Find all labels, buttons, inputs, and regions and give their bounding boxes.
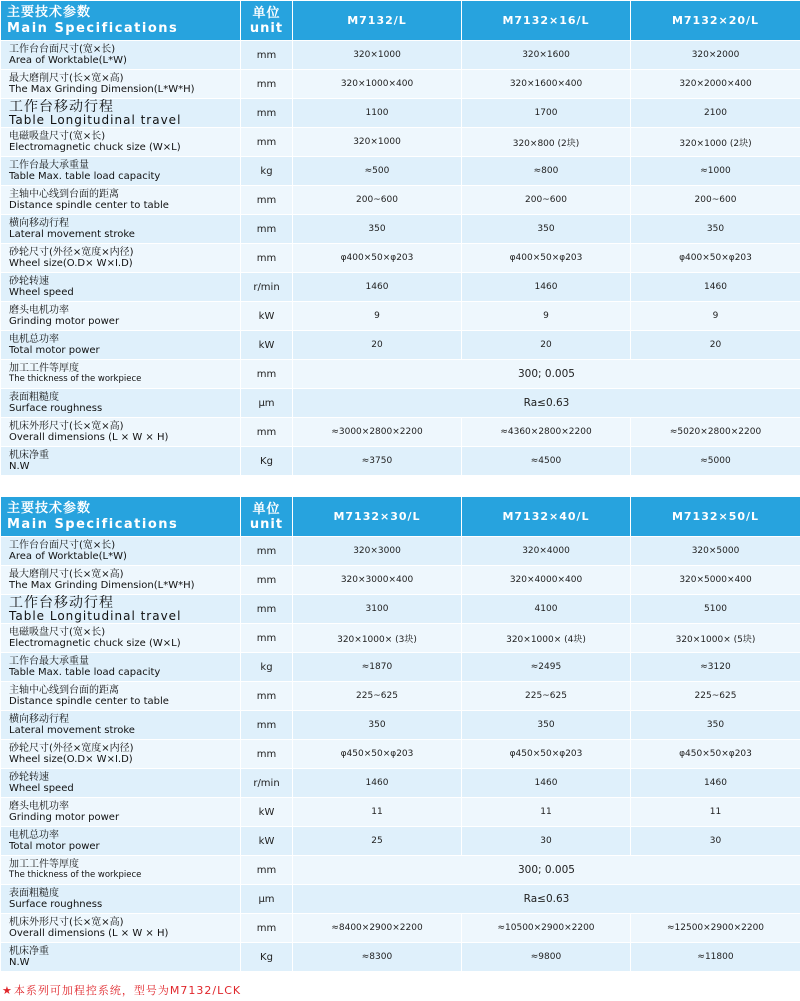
row-label-zh: 主轴中心线到台面的距离 xyxy=(9,189,119,200)
value-cell: ≈9800 xyxy=(462,943,631,972)
row-label-zh: 机床净重 xyxy=(9,946,49,957)
row-unit: mm xyxy=(241,128,293,157)
value-cell: φ400×50×φ203 xyxy=(293,244,462,273)
value-cell: 350 xyxy=(631,215,800,244)
value-cell: ≈4360×2800×2200 xyxy=(462,418,631,447)
footer-note xyxy=(2,982,241,998)
table-row xyxy=(1,128,800,157)
row-label-en: Wheel size(O.D× W×I.D) xyxy=(9,258,133,269)
value-cell: 320×1000 xyxy=(293,128,462,157)
value-cell: 11 xyxy=(462,798,631,827)
row-label-zh: 机床外形尺寸(长×宽×高) xyxy=(9,917,124,928)
value-cell: 320×1000 xyxy=(293,41,462,70)
table-row xyxy=(1,41,800,70)
row-label xyxy=(1,943,241,972)
row-label-en: The thickness of the workpiece xyxy=(9,374,142,384)
row-label xyxy=(1,885,241,914)
row-label-zh: 磨头电机功率 xyxy=(9,801,69,812)
value-cell: ≈8300 xyxy=(293,943,462,972)
value-cell: 4100 xyxy=(462,595,631,624)
row-unit: kg xyxy=(241,653,293,682)
row-label-en: N.W xyxy=(9,957,30,968)
row-label-en: Overall dimensions (L × W × H) xyxy=(9,928,169,939)
model-header: M7132/L xyxy=(293,1,462,41)
row-label-en: Wheel size(O.D× W×I.D) xyxy=(9,754,133,765)
table-row xyxy=(1,624,800,653)
row-label-zh: 电机总功率 xyxy=(9,830,59,841)
value-cell: 200~600 xyxy=(462,186,631,215)
value-cell: ≈10500×2900×2200 xyxy=(462,914,631,943)
table-row xyxy=(1,653,800,682)
row-unit: mm xyxy=(241,914,293,943)
table-row xyxy=(1,769,800,798)
table-row xyxy=(1,186,800,215)
row-label-zh: 机床外形尺寸(长×宽×高) xyxy=(9,421,124,432)
table-row xyxy=(1,157,800,186)
value-cell: φ450×50×φ203 xyxy=(462,740,631,769)
value-cell: 350 xyxy=(462,711,631,740)
row-label-zh: 主轴中心线到台面的距离 xyxy=(9,685,119,696)
spec-table-2 xyxy=(0,496,800,972)
row-label-zh: 工作台移动行程 xyxy=(9,98,114,115)
row-label xyxy=(1,566,241,595)
row-label-en: Area of Worktable(L*W) xyxy=(9,55,127,66)
row-label-zh: 砂轮转速 xyxy=(9,772,49,783)
header-label-cell xyxy=(1,1,241,41)
row-label-zh: 磨头电机功率 xyxy=(9,305,69,316)
row-label-en: Area of Worktable(L*W) xyxy=(9,551,127,562)
row-unit: mm xyxy=(241,595,293,624)
value-cell: ≈4500 xyxy=(462,447,631,476)
row-label-en: The thickness of the workpiece xyxy=(9,870,142,880)
table-row xyxy=(1,215,800,244)
header-unit-cell xyxy=(241,1,293,41)
table-row xyxy=(1,360,800,389)
value-cell: 320×1000 (2块) xyxy=(631,128,800,157)
row-label-en: Wheel speed xyxy=(9,287,74,298)
table-row xyxy=(1,389,800,418)
value-cell: 11 xyxy=(631,798,800,827)
value-cell: 30 xyxy=(462,827,631,856)
value-cell: 5100 xyxy=(631,595,800,624)
row-label-zh: 表面粗糙度 xyxy=(9,888,59,899)
row-label-en: Grinding motor power xyxy=(9,812,120,823)
row-label-zh: 砂轮转速 xyxy=(9,276,49,287)
row-unit: r/min xyxy=(241,273,293,302)
table-row xyxy=(1,856,800,885)
value-cell: 1460 xyxy=(631,769,800,798)
value-cell: 9 xyxy=(631,302,800,331)
row-label-zh: 最大磨削尺寸(长×宽×高) xyxy=(9,73,124,84)
spec-table-header xyxy=(1,497,800,537)
row-label-zh: 工作台台面尺寸(宽×长) xyxy=(9,540,116,551)
header-row xyxy=(1,1,800,41)
header-label-en: Main Specifications xyxy=(7,20,179,36)
merged-value-cell: 300; 0.005 xyxy=(293,856,800,885)
value-cell: 320×5000×400 xyxy=(631,566,800,595)
row-unit: mm xyxy=(241,418,293,447)
model-header: M7132×20/L xyxy=(631,1,800,41)
spec-table-body xyxy=(1,41,800,476)
value-cell: 320×1000× (5块) xyxy=(631,624,800,653)
value-cell: ≈3120 xyxy=(631,653,800,682)
row-label-en: Distance spindle center to table xyxy=(9,696,169,707)
row-label-en: Surface roughness xyxy=(9,899,103,910)
value-cell: 1700 xyxy=(462,99,631,128)
row-label xyxy=(1,99,241,128)
table-row xyxy=(1,740,800,769)
row-label xyxy=(1,914,241,943)
row-label xyxy=(1,740,241,769)
row-label xyxy=(1,447,241,476)
row-label-zh: 表面粗糙度 xyxy=(9,392,59,403)
row-label xyxy=(1,389,241,418)
row-label xyxy=(1,595,241,624)
value-cell: 320×4000×400 xyxy=(462,566,631,595)
model-header: M7132×30/L xyxy=(293,497,462,537)
row-label-en: The Max Grinding Dimension(L*W*H) xyxy=(9,580,195,591)
value-cell: ≈1870 xyxy=(293,653,462,682)
header-row xyxy=(1,497,800,537)
row-label-en: Electromagnetic chuck size (W×L) xyxy=(9,638,181,649)
row-unit: mm xyxy=(241,682,293,711)
row-label-en: Lateral movement stroke xyxy=(9,725,135,736)
row-label xyxy=(1,856,241,885)
model-header: M7132×50/L xyxy=(631,497,800,537)
row-unit: mm xyxy=(241,70,293,99)
row-label-zh: 电磁吸盘尺寸(宽×长) xyxy=(9,627,106,638)
table-row xyxy=(1,566,800,595)
value-cell: 30 xyxy=(631,827,800,856)
row-label-zh: 加工工件等厚度 xyxy=(9,363,79,374)
row-label-en: Table Longitudinal travel xyxy=(9,608,182,623)
footer-text: 本系列可加程控系统，型号为M7132/LCK xyxy=(13,984,242,997)
value-cell: 320×1600×400 xyxy=(462,70,631,99)
row-label xyxy=(1,537,241,566)
row-label xyxy=(1,624,241,653)
header-unit-cell xyxy=(241,497,293,537)
row-label-en: Table Max. table load capacity xyxy=(9,667,161,678)
value-cell: 1100 xyxy=(293,99,462,128)
value-cell: φ450×50×φ203 xyxy=(293,740,462,769)
table-row xyxy=(1,70,800,99)
row-label-zh: 工作台移动行程 xyxy=(9,594,114,611)
row-unit: kW xyxy=(241,302,293,331)
row-unit: mm xyxy=(241,740,293,769)
row-label xyxy=(1,360,241,389)
value-cell: 20 xyxy=(462,331,631,360)
value-cell: 225~625 xyxy=(293,682,462,711)
value-cell: 320×3000×400 xyxy=(293,566,462,595)
merged-value-cell: 300; 0.005 xyxy=(293,360,800,389)
value-cell: ≈5020×2800×2200 xyxy=(631,418,800,447)
table-row xyxy=(1,682,800,711)
row-label-zh: 横向移动行程 xyxy=(9,714,69,725)
row-unit: mm xyxy=(241,99,293,128)
row-unit: mm xyxy=(241,566,293,595)
value-cell: 3100 xyxy=(293,595,462,624)
header-unit-en: unit xyxy=(249,20,284,36)
row-unit: r/min xyxy=(241,769,293,798)
table-row xyxy=(1,331,800,360)
row-label-zh: 工作台最大承重量 xyxy=(9,656,89,667)
merged-value-cell: Ra≤0.63 xyxy=(293,389,800,418)
row-label xyxy=(1,769,241,798)
value-cell: 320×5000 xyxy=(631,537,800,566)
value-cell: ≈11800 xyxy=(631,943,800,972)
table-row xyxy=(1,943,800,972)
row-label xyxy=(1,682,241,711)
model-header: M7132×16/L xyxy=(462,1,631,41)
value-cell: 320×4000 xyxy=(462,537,631,566)
row-unit: kW xyxy=(241,331,293,360)
row-label-en: Lateral movement stroke xyxy=(9,229,135,240)
merged-value-cell: Ra≤0.63 xyxy=(293,885,800,914)
row-label xyxy=(1,186,241,215)
table-row xyxy=(1,302,800,331)
value-cell: 350 xyxy=(462,215,631,244)
row-label-zh: 电磁吸盘尺寸(宽×长) xyxy=(9,131,106,142)
star-icon: ★ xyxy=(2,984,13,997)
row-unit: Kg xyxy=(241,943,293,972)
header-unit-zh: 单位 xyxy=(252,5,281,21)
value-cell: 320×2000×400 xyxy=(631,70,800,99)
header-label-zh: 主要技术参数 xyxy=(7,500,92,516)
value-cell: 25 xyxy=(293,827,462,856)
row-unit: mm xyxy=(241,624,293,653)
value-cell: 20 xyxy=(631,331,800,360)
row-unit: mm xyxy=(241,41,293,70)
spec-table-1 xyxy=(0,0,800,476)
row-unit: mm xyxy=(241,186,293,215)
model-header: M7132×40/L xyxy=(462,497,631,537)
table-row xyxy=(1,798,800,827)
value-cell: ≈500 xyxy=(293,157,462,186)
row-label-en: Table Max. table load capacity xyxy=(9,171,161,182)
row-label-zh: 机床净重 xyxy=(9,450,49,461)
value-cell: 1460 xyxy=(462,273,631,302)
value-cell: 1460 xyxy=(462,769,631,798)
row-unit: mm xyxy=(241,215,293,244)
value-cell: 320×800 (2块) xyxy=(462,128,631,157)
table-row xyxy=(1,99,800,128)
value-cell: ≈2495 xyxy=(462,653,631,682)
header-label-cell xyxy=(1,497,241,537)
value-cell: 11 xyxy=(293,798,462,827)
row-label-en: Wheel speed xyxy=(9,783,74,794)
row-label-zh: 电机总功率 xyxy=(9,334,59,345)
row-label-en: N.W xyxy=(9,461,30,472)
row-unit: mm xyxy=(241,856,293,885)
row-unit: μm xyxy=(241,885,293,914)
value-cell: 320×2000 xyxy=(631,41,800,70)
row-unit: kW xyxy=(241,827,293,856)
row-label xyxy=(1,215,241,244)
value-cell: 200~600 xyxy=(631,186,800,215)
row-label-en: Overall dimensions (L × W × H) xyxy=(9,432,169,443)
row-label xyxy=(1,128,241,157)
value-cell: 9 xyxy=(293,302,462,331)
row-label-zh: 最大磨削尺寸(长×宽×高) xyxy=(9,569,124,580)
header-unit-en: unit xyxy=(249,516,284,532)
row-unit: mm xyxy=(241,537,293,566)
table-row xyxy=(1,711,800,740)
row-label xyxy=(1,827,241,856)
value-cell: 1460 xyxy=(293,273,462,302)
value-cell: 20 xyxy=(293,331,462,360)
value-cell: ≈8400×2900×2200 xyxy=(293,914,462,943)
value-cell: 350 xyxy=(293,711,462,740)
value-cell: 225~625 xyxy=(631,682,800,711)
row-label-zh: 横向移动行程 xyxy=(9,218,69,229)
row-label-en: Table Longitudinal travel xyxy=(9,112,182,127)
row-label xyxy=(1,302,241,331)
value-cell: 320×1600 xyxy=(462,41,631,70)
table-row xyxy=(1,827,800,856)
row-unit: mm xyxy=(241,360,293,389)
value-cell: 2100 xyxy=(631,99,800,128)
row-label xyxy=(1,418,241,447)
table-row xyxy=(1,914,800,943)
value-cell: φ450×50×φ203 xyxy=(631,740,800,769)
row-unit: mm xyxy=(241,244,293,273)
value-cell: ≈5000 xyxy=(631,447,800,476)
row-label-en: Electromagnetic chuck size (W×L) xyxy=(9,142,181,153)
row-label xyxy=(1,331,241,360)
value-cell: 320×1000× (3块) xyxy=(293,624,462,653)
row-label-zh: 加工工件等厚度 xyxy=(9,859,79,870)
value-cell: 225~625 xyxy=(462,682,631,711)
table-row xyxy=(1,595,800,624)
spec-table-header xyxy=(1,1,800,41)
row-label xyxy=(1,41,241,70)
row-label xyxy=(1,711,241,740)
row-unit: kg xyxy=(241,157,293,186)
row-label-zh: 砂轮尺寸(外径×宽度×内径) xyxy=(9,743,134,754)
value-cell: 1460 xyxy=(631,273,800,302)
table-row xyxy=(1,447,800,476)
row-label-en: Grinding motor power xyxy=(9,316,120,327)
value-cell: 320×1000× (4块) xyxy=(462,624,631,653)
row-label xyxy=(1,798,241,827)
row-label-zh: 工作台最大承重量 xyxy=(9,160,89,171)
row-label xyxy=(1,273,241,302)
value-cell: ≈3750 xyxy=(293,447,462,476)
value-cell: 320×1000×400 xyxy=(293,70,462,99)
row-unit: Kg xyxy=(241,447,293,476)
header-unit-zh: 单位 xyxy=(252,501,281,517)
table-row xyxy=(1,244,800,273)
value-cell: 9 xyxy=(462,302,631,331)
row-label xyxy=(1,157,241,186)
row-label xyxy=(1,653,241,682)
row-unit: kW xyxy=(241,798,293,827)
row-label-en: The Max Grinding Dimension(L*W*H) xyxy=(9,84,195,95)
value-cell: 350 xyxy=(293,215,462,244)
header-label-en: Main Specifications xyxy=(7,516,179,532)
value-cell: ≈12500×2900×2200 xyxy=(631,914,800,943)
row-unit: mm xyxy=(241,711,293,740)
row-label-en: Distance spindle center to table xyxy=(9,200,169,211)
header-label-zh: 主要技术参数 xyxy=(7,4,92,20)
table-row xyxy=(1,273,800,302)
row-label-zh: 工作台台面尺寸(宽×长) xyxy=(9,44,116,55)
value-cell: ≈800 xyxy=(462,157,631,186)
value-cell: 320×3000 xyxy=(293,537,462,566)
value-cell: ≈3000×2800×2200 xyxy=(293,418,462,447)
row-label-en: Total motor power xyxy=(9,345,100,356)
table-row xyxy=(1,537,800,566)
value-cell: φ400×50×φ203 xyxy=(462,244,631,273)
row-label-zh: 砂轮尺寸(外径×宽度×内径) xyxy=(9,247,134,258)
row-unit: μm xyxy=(241,389,293,418)
table-row xyxy=(1,418,800,447)
value-cell: 1460 xyxy=(293,769,462,798)
value-cell: 200~600 xyxy=(293,186,462,215)
row-label xyxy=(1,70,241,99)
value-cell: 350 xyxy=(631,711,800,740)
value-cell: ≈1000 xyxy=(631,157,800,186)
value-cell: φ400×50×φ203 xyxy=(631,244,800,273)
row-label-en: Surface roughness xyxy=(9,403,103,414)
row-label xyxy=(1,244,241,273)
spec-table-body xyxy=(1,537,800,972)
table-row xyxy=(1,885,800,914)
row-label-en: Total motor power xyxy=(9,841,100,852)
